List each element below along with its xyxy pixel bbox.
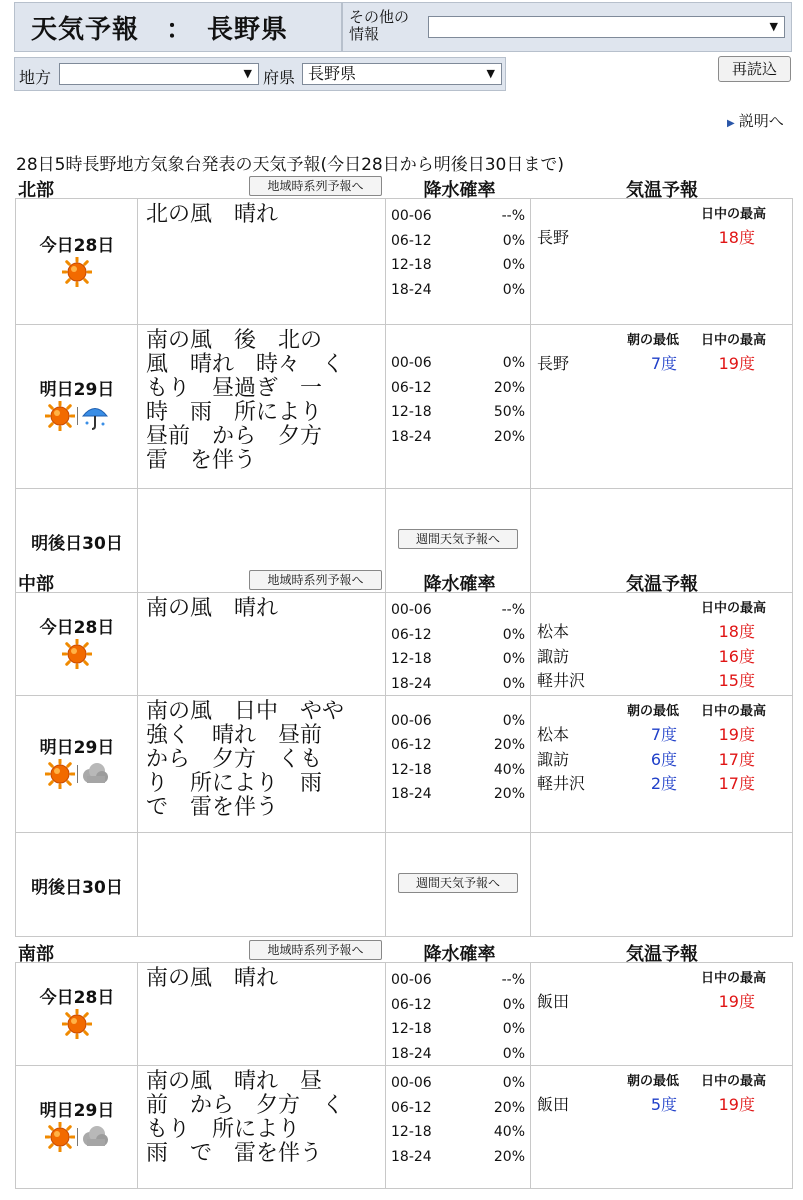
weather-text: 南の風 晴れ — [146, 966, 279, 991]
other-info-select[interactable] — [428, 16, 785, 38]
date-cell — [16, 1066, 138, 1188]
precip-time: 18-24 — [391, 281, 432, 298]
forecast-region — [15, 939, 793, 1189]
chevron-down-icon: ▼ — [243, 67, 252, 80]
temp-cell — [531, 963, 792, 1065]
forecast-intro: 28日5時長野地方気象台発表の天気予報(今日28日から明後日30日まで) — [16, 155, 564, 175]
sun-icon — [45, 401, 75, 431]
weather-text: 北の風 晴れ — [146, 202, 279, 227]
cloud-icon — [80, 1122, 110, 1152]
icon-separator — [77, 407, 78, 425]
weekly-forecast-button[interactable]: 週間天気予報へ — [398, 529, 518, 549]
city-name: 松本 — [537, 725, 570, 744]
weather-cell — [138, 593, 386, 695]
precip-value: 0% — [502, 1075, 525, 1091]
umbrella-icon — [80, 401, 110, 431]
high-temp: 19度 — [718, 1095, 755, 1114]
region-label: 地方 — [19, 68, 52, 87]
city-name: 諏訪 — [537, 646, 570, 666]
chevron-down-icon: ▼ — [769, 20, 778, 33]
precip-cell — [386, 325, 531, 488]
precip-value: 0% — [502, 675, 525, 692]
weather-cell — [138, 963, 386, 1065]
day-row — [15, 696, 793, 833]
page-title: 天気予報 ： 長野県 — [14, 2, 342, 52]
weekly-forecast-button[interactable]: 週間天気予報へ — [398, 873, 518, 893]
precip-value: 0% — [502, 996, 525, 1013]
precip-value: 0% — [502, 1045, 525, 1062]
reload-button[interactable]: 再読込 — [718, 56, 791, 82]
region-name: 中部 — [18, 574, 54, 595]
city-name: 諏訪 — [537, 749, 570, 769]
city-name: 飯田 — [537, 992, 570, 1011]
precip-value: --% — [501, 972, 525, 988]
day-label: 明後日30日 — [31, 534, 123, 554]
morning-low-header: 朝の最低 — [627, 704, 680, 719]
weather-icons — [16, 1122, 138, 1152]
weather-icons — [16, 401, 138, 431]
sun-icon — [62, 639, 92, 669]
weather-cell — [138, 1066, 386, 1188]
weather-text: 南の風 後 北の 風 晴れ 時々 く もり 昼過ぎ 一 時 雨 所により 昼前 から 夕方 雷 を伴う — [146, 328, 345, 473]
explain-link-label: 説明へ — [738, 112, 784, 130]
precip-value: 0% — [502, 257, 525, 273]
precip-time: 12-18 — [391, 257, 432, 273]
day-label: 明日29日 — [39, 737, 115, 758]
day-label: 明後日30日 — [31, 878, 123, 898]
precip-header: 降水確率 — [423, 944, 496, 965]
precip-value: 0% — [502, 355, 525, 371]
pref-label: 府県 — [263, 68, 296, 87]
day-label: 明日29日 — [39, 380, 115, 400]
precip-value: 20% — [493, 1099, 525, 1116]
precip-value: 20% — [493, 737, 525, 753]
icon-separator — [77, 765, 78, 783]
timeseries-button[interactable]: 地域時系列予報へ — [249, 570, 382, 590]
region-filter-bar — [14, 57, 506, 91]
precip-time: 18-24 — [391, 1045, 432, 1062]
weather-icons — [16, 1009, 138, 1039]
weather-icons — [16, 257, 138, 287]
other-info-label: その他の情報 — [349, 8, 410, 43]
precip-time: 12-18 — [391, 651, 432, 667]
timeseries-button[interactable]: 地域時系列予報へ — [249, 176, 382, 196]
day-high-header: 日中の最高 — [701, 601, 767, 616]
high-temp: 19度 — [718, 354, 755, 373]
day-label: 今日28日 — [39, 988, 115, 1008]
temp-cell — [531, 696, 792, 832]
city-name: 飯田 — [537, 1095, 570, 1114]
day-row — [15, 325, 793, 489]
day-row — [15, 833, 793, 937]
region-name: 北部 — [18, 180, 54, 201]
precip-time: 00-06 — [391, 208, 432, 224]
icon-separator — [77, 1128, 78, 1146]
precip-time: 00-06 — [391, 1075, 432, 1091]
high-temp: 18度 — [718, 622, 755, 641]
precip-cell — [386, 963, 531, 1065]
precip-value: 0% — [502, 281, 525, 298]
sun-icon — [62, 257, 92, 287]
day-row — [15, 592, 793, 696]
precip-time: 06-12 — [391, 1099, 432, 1116]
day-row — [15, 962, 793, 1066]
precip-value: 0% — [502, 626, 525, 643]
precip-value: --% — [501, 208, 525, 224]
date-cell — [16, 593, 138, 695]
precip-cell — [386, 593, 531, 695]
precip-cell — [386, 1066, 531, 1188]
morning-low-header: 朝の最低 — [627, 333, 680, 348]
day-high-header: 日中の最高 — [701, 971, 767, 986]
region-header — [15, 939, 793, 965]
day-label: 今日28日 — [39, 618, 115, 638]
date-cell — [16, 833, 138, 936]
precip-value: 0% — [502, 232, 525, 249]
date-cell — [16, 199, 138, 324]
city-name: 軽井沢 — [537, 671, 586, 690]
precip-time: 12-18 — [391, 1021, 432, 1037]
weather-icons — [16, 759, 138, 789]
temp-cell — [531, 593, 792, 695]
high-temp: 17度 — [718, 749, 755, 769]
precip-value: 50% — [493, 404, 525, 420]
city-name: 松本 — [537, 622, 570, 641]
low-temp: 7度 — [650, 725, 677, 744]
precip-value: 40% — [493, 1124, 525, 1140]
precip-time: 06-12 — [391, 996, 432, 1013]
city-name: 軽井沢 — [537, 774, 586, 793]
city-name: 長野 — [537, 354, 570, 373]
temp-cell — [531, 325, 792, 488]
precip-time: 06-12 — [391, 379, 432, 396]
precip-time: 00-06 — [391, 972, 432, 988]
precip-value: 40% — [493, 761, 525, 778]
weather-text: 南の風 日中 やや 強く 晴れ 昼前 から 夕方 くも り 所により 雨 で 雷を伴う — [146, 699, 345, 820]
temp-header: 気温予報 — [626, 574, 698, 595]
precip-value: 0% — [502, 1021, 525, 1037]
precip-time: 00-06 — [391, 602, 432, 618]
day-high-header: 日中の最高 — [701, 207, 767, 222]
pref-select-value: 長野県 — [308, 64, 357, 83]
low-temp: 6度 — [650, 749, 677, 769]
precip-time: 18-24 — [391, 675, 432, 692]
temp-cell — [531, 833, 792, 936]
weather-cell — [138, 833, 386, 936]
pref-select[interactable] — [302, 63, 502, 85]
weather-text: 南の風 晴れ 昼 前 から 夕方 く もり 所により 雨 で 雷を伴う — [146, 1069, 345, 1166]
region-select[interactable] — [59, 63, 259, 85]
precip-value: 20% — [493, 379, 525, 396]
city-name: 長野 — [537, 228, 570, 247]
temp-cell — [531, 1066, 792, 1188]
temp-header: 気温予報 — [626, 944, 698, 965]
other-info-bar — [342, 2, 792, 52]
precip-value: 0% — [502, 712, 525, 729]
day-high-header: 日中の最高 — [701, 333, 767, 348]
precip-value: 0% — [502, 651, 525, 667]
precip-time: 18-24 — [391, 428, 432, 445]
precip-time: 18-24 — [391, 786, 432, 802]
high-temp: 19度 — [718, 992, 755, 1011]
precip-time: 00-06 — [391, 355, 432, 371]
region-name: 南部 — [18, 944, 54, 965]
high-temp: 19度 — [718, 725, 755, 744]
day-label: 今日28日 — [39, 235, 115, 256]
day-label: 明日29日 — [39, 1100, 115, 1121]
chevron-down-icon: ▼ — [486, 67, 495, 80]
sun-icon — [62, 1009, 92, 1039]
precip-value: 20% — [493, 1148, 525, 1165]
region-header — [15, 175, 793, 201]
precip-time: 06-12 — [391, 232, 432, 249]
precip-time: 12-18 — [391, 761, 432, 778]
weather-text: 南の風 晴れ — [146, 596, 279, 621]
day-high-header: 日中の最高 — [701, 1074, 767, 1089]
morning-low-header: 朝の最低 — [627, 1074, 680, 1089]
weather-cell — [138, 696, 386, 832]
low-temp: 5度 — [650, 1095, 677, 1114]
low-temp: 7度 — [650, 354, 677, 373]
precip-value: 20% — [493, 786, 525, 802]
precip-time: 00-06 — [391, 712, 432, 729]
high-temp: 18度 — [718, 228, 755, 247]
weather-icons — [16, 639, 138, 669]
precip-value: 20% — [493, 428, 525, 445]
high-temp: 15度 — [718, 671, 755, 690]
precip-cell — [386, 696, 531, 832]
chevron-right-icon: ▶ — [727, 118, 735, 129]
timeseries-button[interactable]: 地域時系列予報へ — [249, 940, 382, 960]
explain-link[interactable] — [727, 110, 784, 131]
date-cell — [16, 325, 138, 488]
precip-time: 12-18 — [391, 404, 432, 420]
precip-time: 06-12 — [391, 626, 432, 643]
date-cell — [16, 963, 138, 1065]
sun-icon — [45, 1122, 75, 1152]
precip-value: --% — [501, 602, 525, 618]
temp-cell — [531, 199, 792, 324]
precip-header: 降水確率 — [423, 180, 496, 201]
precip-time: 06-12 — [391, 737, 432, 753]
date-cell — [16, 696, 138, 832]
weather-cell — [138, 325, 386, 488]
region-header — [15, 569, 793, 595]
day-high-header: 日中の最高 — [701, 704, 767, 719]
high-temp: 17度 — [718, 774, 755, 793]
high-temp: 16度 — [718, 646, 755, 666]
temp-header: 気温予報 — [626, 180, 698, 201]
day-row — [15, 198, 793, 325]
precip-time: 18-24 — [391, 1148, 432, 1165]
forecast-region — [15, 175, 793, 593]
weather-cell — [138, 199, 386, 324]
day-row — [15, 1066, 793, 1189]
low-temp: 2度 — [650, 774, 677, 793]
precip-header: 降水確率 — [423, 574, 496, 595]
forecast-region — [15, 569, 793, 937]
precip-cell — [386, 199, 531, 324]
cloud-icon — [80, 759, 110, 789]
precip-time: 12-18 — [391, 1124, 432, 1140]
precip-cell — [386, 833, 531, 936]
sun-icon — [45, 759, 75, 789]
